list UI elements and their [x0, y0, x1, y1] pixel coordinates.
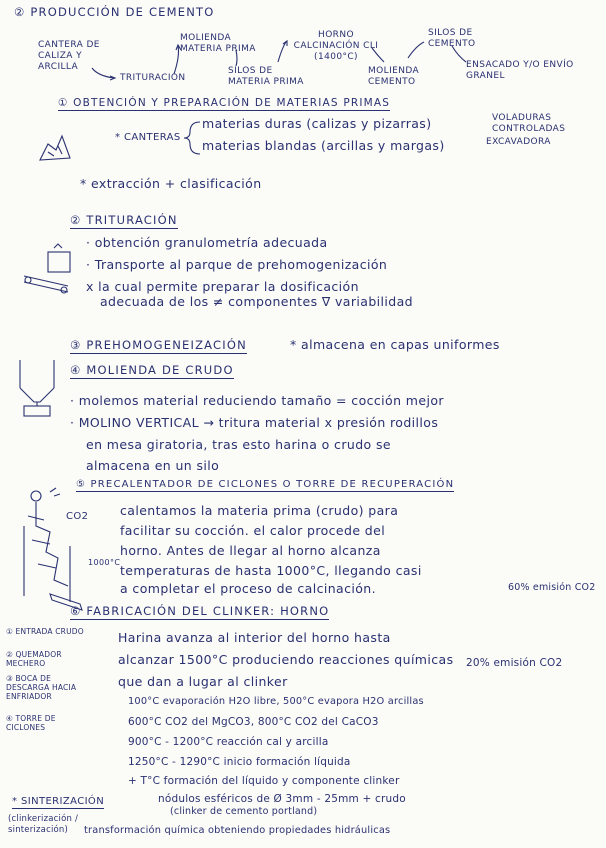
- section-2-title: ② TRITURACIÓN: [70, 213, 178, 227]
- s6-line-6: 900°C - 1200°C reacción cal y arcilla: [128, 736, 329, 748]
- s2-line-4: adecuada de los ≠ componentes ∇ variabilidad: [100, 294, 413, 309]
- flow-cantera: CANTERA DE CALIZA Y ARCILLA: [38, 40, 100, 72]
- silo-sketch: [14, 358, 64, 428]
- s4-line-1: · molemos material reduciendo tamaño = cocción mejor: [70, 393, 444, 408]
- sinterizacion-title: * SINTERIZACIÓN: [12, 796, 105, 807]
- s5-line-3: horno. Antes de llegar al horno alcanza: [120, 543, 381, 558]
- flow-silos-mp: SILOS DE MATERIA PRIMA: [228, 66, 304, 87]
- s5-line-5: a completar el proceso de calcinación.: [120, 581, 377, 596]
- s6-note: 20% emisión CO2: [466, 657, 563, 669]
- flow-ensacado: ENSACADO Y/O ENVÍO GRANEL: [466, 60, 574, 81]
- flow-molienda-cem: MOLIENDA CEMENTO: [368, 66, 420, 87]
- flow-molienda-mp: MOLIENDA MATERIA PRIMA: [180, 33, 256, 54]
- section-5-title: ⑤ PRECALENTADOR DE CICLONES O TORRE DE RECUPERACIÓN: [76, 479, 455, 490]
- s4-line-3: en mesa giratoria, tras esto harina o crudo se: [86, 437, 391, 452]
- s6-line-2: alcanzar 1500°C produciendo reacciones químicas: [118, 652, 454, 667]
- temp-label: 1000°C: [88, 558, 121, 567]
- excavadora: EXCAVADORA: [486, 137, 551, 147]
- section-4-title: ④ MOLIENDA DE CRUDO: [70, 363, 234, 377]
- materias-duras: materias duras (calizas y pizarras): [202, 116, 432, 131]
- s5-note: 60% emisión CO2: [508, 582, 596, 593]
- s2-line-3: x la cual permite preparar la dosificación: [86, 279, 359, 294]
- legend-item-2: ② QUEMADOR MECHERO: [6, 650, 62, 668]
- section-3-title: ③ PREHOMOGENEIZACIÓN: [70, 338, 247, 352]
- canteras-label: * CANTERAS: [115, 132, 181, 143]
- s4-line-2: · MOLINO VERTICAL → tritura material x presión rodillos: [70, 415, 439, 430]
- sint-line-1: nódulos esféricos de Ø 3mm - 25mm + crudo: [158, 793, 406, 805]
- legend-item-4: ④ TORRE DE CICLONES: [6, 714, 56, 732]
- extraccion: * extracción + clasificación: [80, 176, 262, 191]
- flow-trituracion: TRITURACIÓN: [120, 73, 186, 83]
- s3-text: * almacena en capas uniformes: [290, 337, 500, 352]
- s2-line-2: · Transporte al parque de prehomogenización: [86, 257, 388, 272]
- voladuras: VOLADURAS CONTROLADAS: [492, 113, 566, 134]
- s6-line-8: + T°C formación del líquido y componente clinker: [128, 775, 400, 787]
- sint-line-2: (clinker de cemento portland): [170, 806, 318, 817]
- flow-horno: HORNO CALCINACIÓN CLI (1400°C): [293, 30, 379, 62]
- s6-line-7: 1250°C - 1290°C inicio formación líquida: [128, 756, 351, 768]
- s6-line-4: 100°C evaporación H2O libre, 500°C evapora H2O arcillas: [128, 696, 424, 707]
- materias-blandas: materias blandas (arcillas y margas): [202, 138, 445, 153]
- section-1-title: ① OBTENCIÓN Y PREPARACIÓN DE MATERIAS PRIMAS: [58, 97, 391, 109]
- s6-line-5: 600°C CO2 del MgCO3, 800°C CO2 del CaCO3: [128, 716, 379, 728]
- section-6-title: ⑥ FABRICACIÓN DEL CLINKER: HORNO: [70, 604, 330, 618]
- sint-left: (clinkerización / sinterización): [8, 814, 79, 835]
- s5-line-4: temperaturas de hasta 1000°C, llegando casi: [120, 563, 422, 578]
- brace: [180, 118, 204, 158]
- co2-label: CO2: [66, 511, 89, 522]
- s2-line-1: · obtención granulometría adecuada: [86, 235, 328, 250]
- legend-item-1: ① ENTRADA CRUDO: [6, 627, 84, 636]
- flow-silos-cem: SILOS DE CEMENTO: [428, 28, 476, 49]
- s6-line-3: que dan a lugar al clinker: [118, 674, 288, 689]
- cyclone-tower-sketch: [10, 486, 90, 616]
- page-title: ② PRODUCCIÓN DE CEMENTO: [14, 5, 215, 19]
- flow-arrows: [0, 0, 606, 100]
- s6-line-1: Harina avanza al interior del horno hasta: [118, 630, 391, 645]
- legend-item-3: ③ BOCA DE DESCARGA HACIA ENFRIADOR: [6, 674, 77, 701]
- s5-line-2: facilitar su cocción. el calor procede del: [120, 523, 386, 538]
- s5-line-1: calentamos la materia prima (crudo) para: [120, 503, 399, 518]
- s4-line-4: almacena en un silo: [86, 458, 220, 473]
- sint-line-3: transformación química obteniendo propiedades hidráulicas: [84, 825, 391, 836]
- quarry-sketch: [36, 128, 76, 168]
- crusher-sketch: [20, 242, 90, 302]
